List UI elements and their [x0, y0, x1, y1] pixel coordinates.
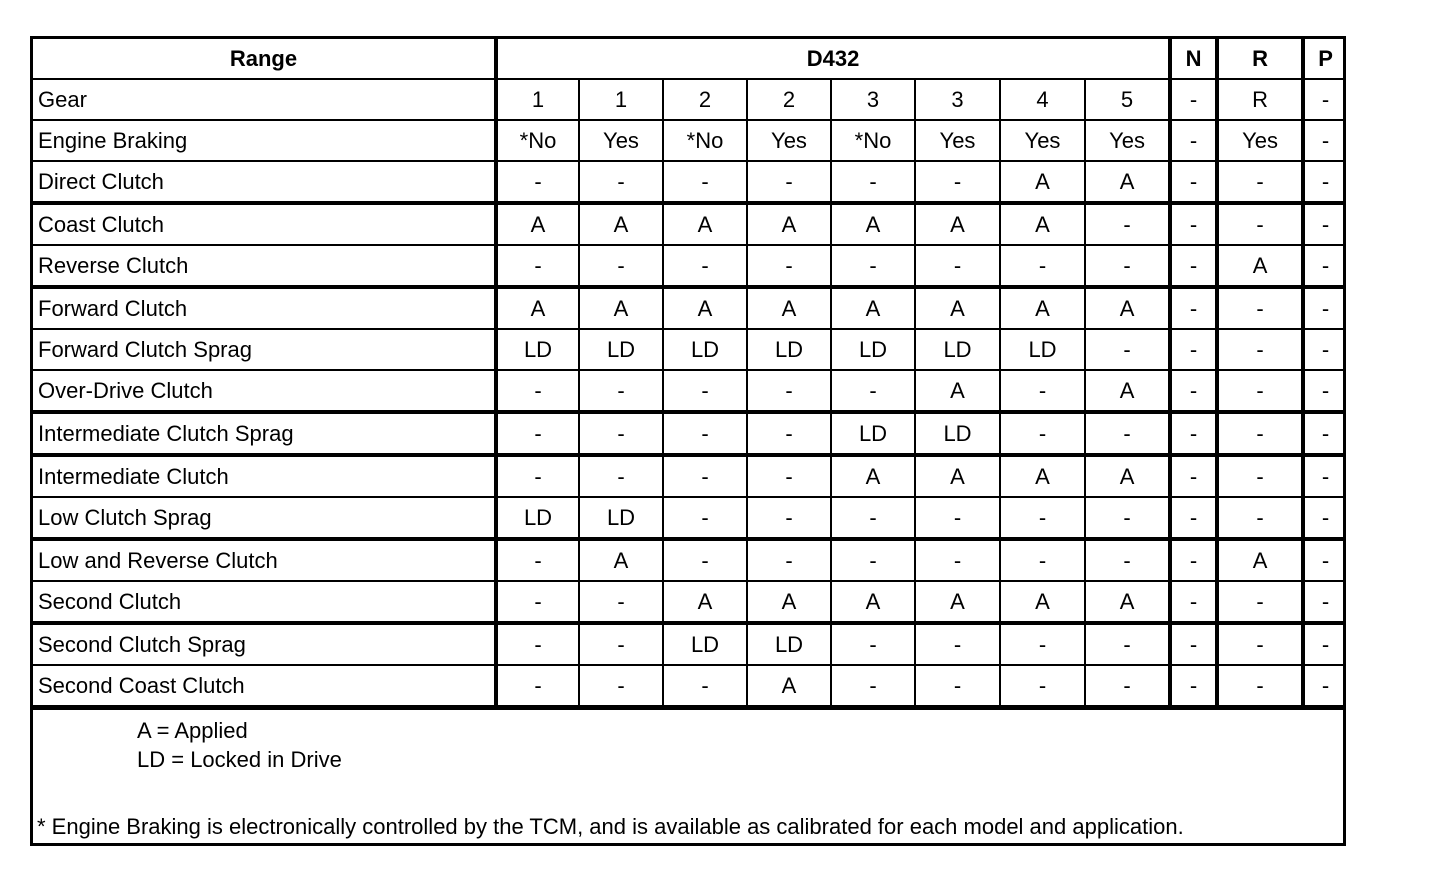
table-cell: - — [1217, 287, 1303, 329]
table-cell: - — [1170, 497, 1217, 539]
table-row — [33, 497, 1346, 539]
table-row — [33, 287, 1346, 329]
table-cell: LD — [1000, 329, 1085, 370]
table-cell: - — [1303, 455, 1346, 497]
table-cell: - — [1303, 665, 1346, 706]
table-cell: - — [1170, 329, 1217, 370]
table-cell: - — [663, 665, 747, 706]
table-cell: A — [831, 287, 915, 329]
table-cell: - — [747, 455, 831, 497]
table-cell: - — [831, 623, 915, 665]
table-cell: - — [747, 497, 831, 539]
table-row — [33, 539, 1346, 581]
table-cell: - — [1085, 412, 1170, 455]
table-cell: A — [663, 581, 747, 623]
table-cell: A — [747, 581, 831, 623]
row-label: Over-Drive Clutch — [33, 370, 496, 412]
row-label: Reverse Clutch — [33, 245, 496, 287]
table-cell: - — [831, 245, 915, 287]
table-cell: A — [915, 581, 1000, 623]
table-cell: - — [1303, 581, 1346, 623]
row-label: Engine Braking — [33, 120, 496, 161]
table-cell: Yes — [1217, 120, 1303, 161]
table-row — [33, 412, 1346, 455]
table-cell: - — [1000, 665, 1085, 706]
table-cell: - — [579, 412, 663, 455]
table-cell: - — [831, 539, 915, 581]
legend-applied: A = Applied — [137, 718, 248, 743]
table-cell: - — [1170, 581, 1217, 623]
table-cell: A — [1085, 455, 1170, 497]
table-cell: 1 — [579, 79, 663, 120]
table-cell: - — [1217, 665, 1303, 706]
row-label: Intermediate Clutch — [33, 455, 496, 497]
table-cell: LD — [496, 329, 579, 370]
table-cell: 3 — [831, 79, 915, 120]
table-row — [33, 623, 1346, 665]
table-cell: - — [831, 665, 915, 706]
table-row — [33, 120, 1346, 161]
table-cell: - — [1085, 623, 1170, 665]
table-row — [33, 581, 1346, 623]
row-label: Gear — [33, 79, 496, 120]
table-cell: - — [496, 412, 579, 455]
table-cell: - — [1303, 370, 1346, 412]
table-cell: LD — [915, 329, 1000, 370]
r-header: R — [1217, 39, 1303, 79]
table-cell: - — [831, 161, 915, 203]
row-label: Direct Clutch — [33, 161, 496, 203]
p-header: P — [1303, 39, 1346, 79]
table-cell: - — [1303, 245, 1346, 287]
legend — [33, 707, 1343, 843]
table-cell: LD — [831, 329, 915, 370]
table-cell: - — [747, 245, 831, 287]
table-cell: - — [747, 161, 831, 203]
table-cell: - — [1170, 412, 1217, 455]
table-row — [33, 329, 1346, 370]
n-header: N — [1170, 39, 1217, 79]
table-row — [33, 203, 1346, 245]
table-cell: - — [915, 539, 1000, 581]
table-cell: LD — [579, 329, 663, 370]
table-cell: - — [1000, 623, 1085, 665]
table-cell: - — [747, 539, 831, 581]
row-label: Intermediate Clutch Sprag — [33, 412, 496, 455]
table-cell: A — [1085, 581, 1170, 623]
table-cell: - — [1085, 497, 1170, 539]
table-cell: - — [1170, 539, 1217, 581]
table-cell: - — [579, 245, 663, 287]
table-cell: LD — [663, 623, 747, 665]
table-cell: - — [579, 370, 663, 412]
table-row — [33, 245, 1346, 287]
table-cell: - — [1000, 412, 1085, 455]
table-cell: Yes — [1085, 120, 1170, 161]
clutch-table — [33, 39, 1346, 707]
engine-braking-note: * Engine Braking is electronically controlled by the TCM, and is available as calibrated for each model and application. — [37, 814, 1184, 839]
row-label: Forward Clutch Sprag — [33, 329, 496, 370]
table-cell: - — [1217, 370, 1303, 412]
table-cell: - — [496, 161, 579, 203]
table-cell: - — [579, 161, 663, 203]
table-cell: - — [663, 412, 747, 455]
table-cell: - — [1217, 581, 1303, 623]
table-cell: - — [1085, 665, 1170, 706]
table-row — [33, 79, 1346, 120]
clutch-application-chart — [30, 36, 1346, 846]
table-cell: - — [1303, 79, 1346, 120]
table-cell: - — [496, 245, 579, 287]
table-cell: R — [1217, 79, 1303, 120]
table-cell: A — [831, 581, 915, 623]
table-cell: - — [579, 455, 663, 497]
table-cell: - — [1000, 539, 1085, 581]
table-cell: A — [1000, 455, 1085, 497]
table-cell: *No — [663, 120, 747, 161]
table-cell: - — [1170, 161, 1217, 203]
row-label: Coast Clutch — [33, 203, 496, 245]
table-cell: - — [1170, 120, 1217, 161]
table-cell: A — [579, 287, 663, 329]
table-cell: A — [496, 203, 579, 245]
table-cell: - — [496, 581, 579, 623]
table-cell: - — [1000, 497, 1085, 539]
table-cell: LD — [747, 329, 831, 370]
table-cell: A — [1217, 245, 1303, 287]
table-cell: A — [1085, 287, 1170, 329]
table-cell: A — [915, 370, 1000, 412]
table-cell: LD — [496, 497, 579, 539]
table-cell: - — [1170, 455, 1217, 497]
table-cell: - — [496, 665, 579, 706]
table-cell: - — [1085, 539, 1170, 581]
table-cell: - — [747, 412, 831, 455]
table-cell: - — [1170, 245, 1217, 287]
table-cell: - — [1303, 161, 1346, 203]
table-cell: A — [579, 539, 663, 581]
table-cell: - — [1170, 203, 1217, 245]
table-cell: - — [1170, 623, 1217, 665]
table-cell: - — [1303, 623, 1346, 665]
table-cell: Yes — [1000, 120, 1085, 161]
row-label: Second Coast Clutch — [33, 665, 496, 706]
table-cell: - — [496, 455, 579, 497]
table-cell: 1 — [496, 79, 579, 120]
table-cell: A — [1217, 539, 1303, 581]
table-cell: - — [496, 623, 579, 665]
table-cell: - — [1303, 287, 1346, 329]
table-cell: - — [1085, 245, 1170, 287]
table-cell: A — [1000, 203, 1085, 245]
row-label: Second Clutch — [33, 581, 496, 623]
table-cell: - — [663, 245, 747, 287]
table-cell: - — [663, 497, 747, 539]
table-cell: - — [831, 497, 915, 539]
table-cell: A — [663, 287, 747, 329]
table-cell: A — [663, 203, 747, 245]
table-cell: A — [747, 287, 831, 329]
table-cell: *No — [831, 120, 915, 161]
table-cell: 3 — [915, 79, 1000, 120]
table-cell: - — [1085, 203, 1170, 245]
table-cell: - — [1217, 412, 1303, 455]
table-cell: Yes — [915, 120, 1000, 161]
table-cell: - — [1217, 203, 1303, 245]
table-cell: A — [915, 287, 1000, 329]
table-cell: - — [1303, 539, 1346, 581]
table-cell: LD — [831, 412, 915, 455]
table-cell: - — [1000, 245, 1085, 287]
table-cell: - — [1303, 203, 1346, 245]
table-cell: - — [496, 370, 579, 412]
table-cell: - — [915, 161, 1000, 203]
table-cell: - — [915, 623, 1000, 665]
table-cell: - — [1170, 79, 1217, 120]
table-row — [33, 455, 1346, 497]
table-cell: 2 — [663, 79, 747, 120]
table-cell: - — [915, 665, 1000, 706]
table-cell: LD — [915, 412, 1000, 455]
table-cell: - — [1217, 161, 1303, 203]
table-cell: - — [1170, 287, 1217, 329]
table-cell: - — [1217, 623, 1303, 665]
table-cell: Yes — [579, 120, 663, 161]
row-label: Forward Clutch — [33, 287, 496, 329]
range-header: Range — [33, 39, 496, 79]
table-cell: LD — [747, 623, 831, 665]
table-cell: 5 — [1085, 79, 1170, 120]
table-cell: - — [579, 581, 663, 623]
table-cell: - — [579, 665, 663, 706]
d432-header: D432 — [496, 39, 1170, 79]
table-cell: - — [1303, 497, 1346, 539]
table-cell: A — [915, 455, 1000, 497]
table-cell: Yes — [747, 120, 831, 161]
table-cell: A — [915, 203, 1000, 245]
table-cell: A — [1085, 161, 1170, 203]
table-cell: 2 — [747, 79, 831, 120]
table-cell: - — [1170, 665, 1217, 706]
table-cell: A — [1085, 370, 1170, 412]
table-cell: - — [1217, 455, 1303, 497]
table-cell: *No — [496, 120, 579, 161]
table-cell: A — [579, 203, 663, 245]
table-cell: A — [747, 665, 831, 706]
table-cell: - — [663, 370, 747, 412]
table-row — [33, 665, 1346, 706]
table-cell: - — [747, 370, 831, 412]
table-cell: - — [1303, 412, 1346, 455]
table-cell: - — [1217, 497, 1303, 539]
table-cell: 4 — [1000, 79, 1085, 120]
table-cell: - — [496, 539, 579, 581]
table-cell: A — [831, 455, 915, 497]
table-cell: A — [831, 203, 915, 245]
table-cell: - — [1085, 329, 1170, 370]
table-cell: - — [915, 245, 1000, 287]
header-row — [33, 39, 1346, 79]
table-cell: A — [1000, 287, 1085, 329]
table-cell: - — [663, 539, 747, 581]
table-cell: - — [831, 370, 915, 412]
table-cell: A — [496, 287, 579, 329]
row-label: Low Clutch Sprag — [33, 497, 496, 539]
table-cell: LD — [663, 329, 747, 370]
table-cell: - — [1000, 370, 1085, 412]
table-cell: - — [1217, 329, 1303, 370]
table-cell: - — [915, 497, 1000, 539]
table-cell: LD — [579, 497, 663, 539]
table-cell: - — [1170, 370, 1217, 412]
legend-locked: LD = Locked in Drive — [137, 747, 342, 772]
table-cell: - — [663, 161, 747, 203]
row-label: Low and Reverse Clutch — [33, 539, 496, 581]
table-cell: - — [579, 623, 663, 665]
table-row — [33, 161, 1346, 203]
table-cell: - — [1303, 120, 1346, 161]
table-cell: - — [1303, 329, 1346, 370]
row-label: Second Clutch Sprag — [33, 623, 496, 665]
table-cell: A — [1000, 161, 1085, 203]
table-cell: - — [663, 455, 747, 497]
table-row — [33, 370, 1346, 412]
table-cell: A — [747, 203, 831, 245]
table-cell: A — [1000, 581, 1085, 623]
